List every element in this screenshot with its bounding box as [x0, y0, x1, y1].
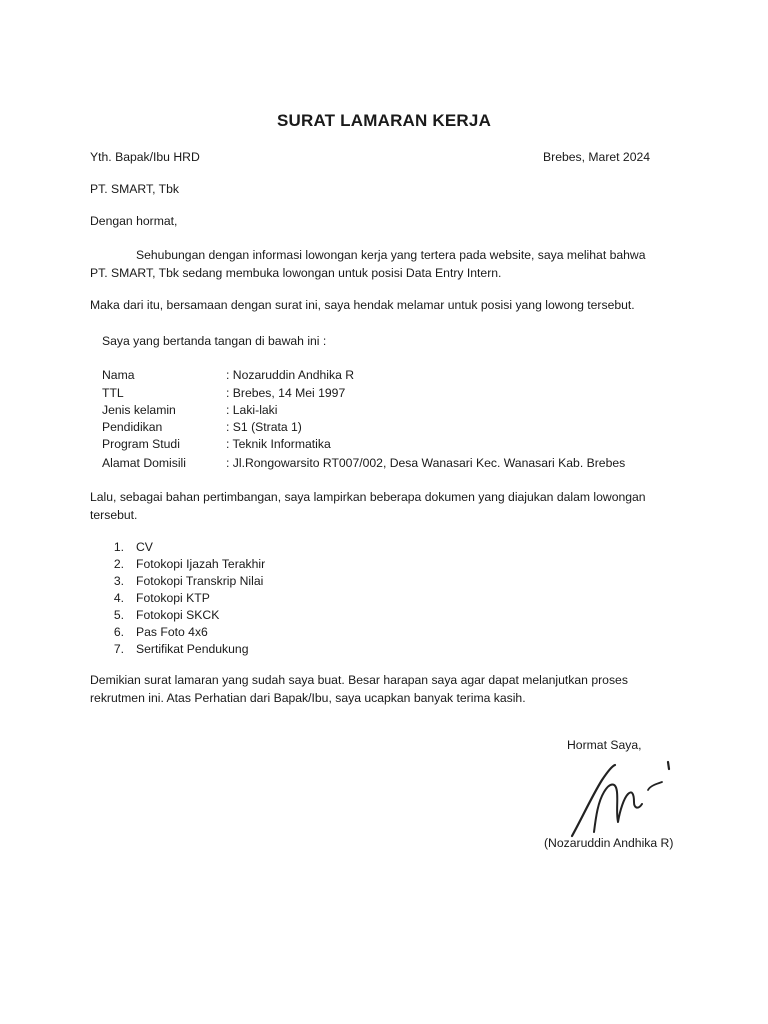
identity-value: : Brebes, 14 Mei 1997 [226, 386, 346, 400]
list-number: 1. [113, 540, 124, 554]
list-text: Fotokopi SKCK [136, 608, 220, 622]
greeting: Dengan hormat, [90, 214, 178, 228]
list-number: 6. [113, 625, 124, 639]
identity-value: : Nozaruddin Andhika R [226, 368, 355, 382]
identity-label: Jenis kelamin [102, 403, 176, 417]
paragraph-line: rekrutmen ini. Atas Perhatian dari Bapak/Ibu, saya ucapkan banyak terima kasih. [90, 691, 526, 705]
signer-name: (Nozaruddin Andhika R) [544, 836, 674, 850]
list-text: CV [136, 540, 153, 554]
paragraph-intent: Maka dari itu, bersamaan dengan surat ini, saya hendak melamar untuk posisi yang lowong tersebut. [90, 298, 635, 312]
list-number: 5. [113, 608, 124, 622]
identity-label: Pendidikan [102, 420, 163, 434]
identity-value: : Jl.Rongowarsito RT007/002, Desa Wanasari Kec. Wanasari Kab. Brebes [226, 456, 626, 470]
list-number: 2. [113, 557, 124, 571]
list-number: 7. [113, 642, 124, 656]
place-date: Brebes, Maret 2024 [543, 150, 651, 164]
identity-value: : S1 (Strata 1) [226, 420, 302, 434]
list-text: Fotokopi KTP [136, 591, 210, 605]
paragraph-line: tersebut. [90, 508, 138, 522]
paragraph-line: Demikian surat lamaran yang sudah saya buat. Besar harapan saya agar dapat melanjutkan proses [90, 673, 628, 687]
identity-label: TTL [102, 386, 124, 400]
paragraph-line: Sehubungan dengan informasi lowongan kerja yang tertera pada website, saya melihat bahwa [136, 248, 646, 262]
sign-off: Hormat Saya, [567, 738, 642, 752]
paragraph-line: Lalu, sebagai bahan pertimbangan, saya lampirkan beberapa dokumen yang diajukan dalam lowongan [90, 490, 646, 504]
list-text: Fotokopi Ijazah Terakhir [136, 557, 266, 571]
letter-title: SURAT LAMARAN KERJA [276, 111, 492, 130]
company-name: PT. SMART, Tbk [90, 182, 179, 196]
list-text: Fotokopi Transkrip Nilai [136, 574, 264, 588]
identity-label: Program Studi [102, 437, 180, 451]
paragraph-line: PT. SMART, Tbk sedang membuka lowongan untuk posisi Data Entry Intern. [90, 266, 502, 280]
identity-label: Nama [102, 368, 135, 382]
identity-intro: Saya yang bertanda tangan di bawah ini : [102, 334, 327, 348]
identity-label: Alamat Domisili [102, 456, 186, 470]
list-number: 4. [113, 591, 124, 605]
recipient: Yth. Bapak/Ibu HRD [90, 150, 200, 164]
list-number: 3. [113, 574, 124, 588]
list-text: Sertifikat Pendukung [136, 642, 249, 656]
list-text: Pas Foto 4x6 [136, 625, 208, 639]
identity-value: : Laki-laki [226, 403, 278, 417]
identity-value: : Teknik Informatika [226, 437, 331, 451]
